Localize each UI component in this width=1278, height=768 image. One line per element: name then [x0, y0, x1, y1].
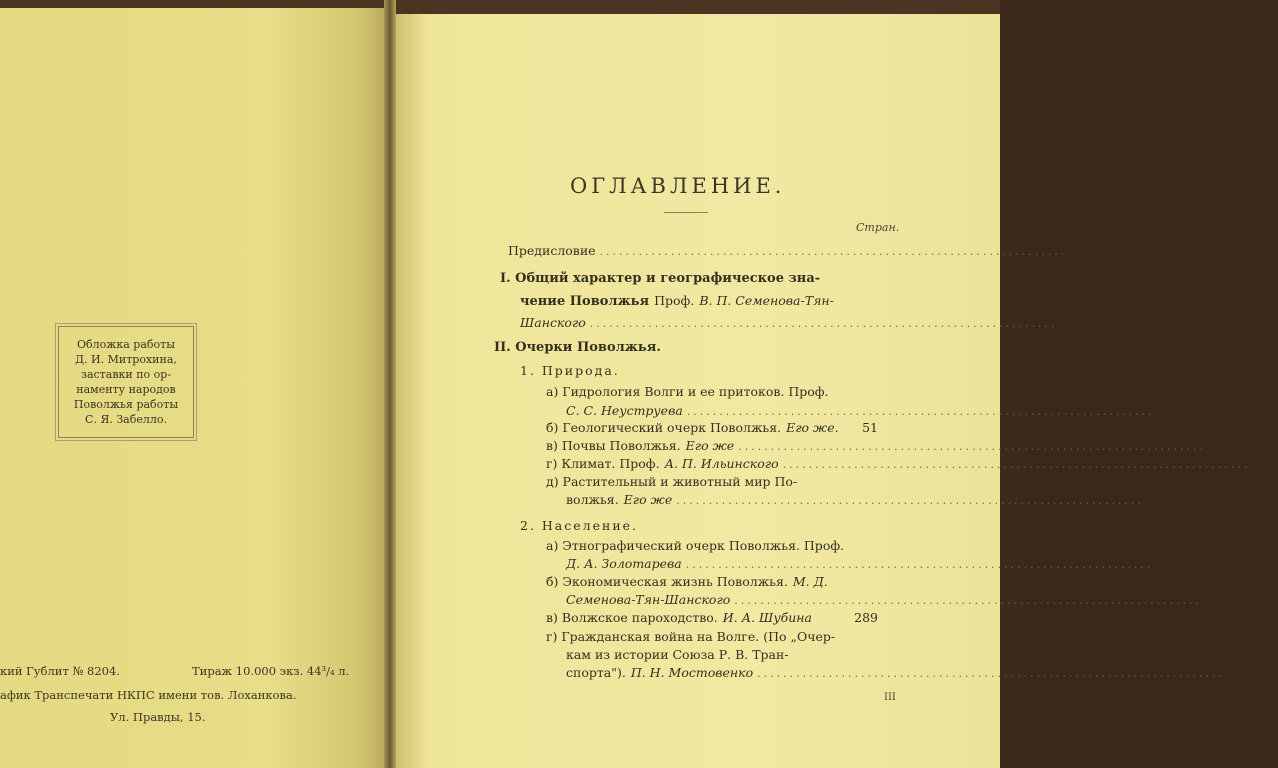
toc-author: Его же.: [786, 420, 839, 435]
toc-entry-label: волжья.: [566, 492, 619, 507]
toc-section-label: 1. Природа.: [520, 363, 620, 378]
toc-entry-label: Предисловие: [508, 243, 596, 258]
cover-credit-line: наменту народов: [76, 383, 176, 396]
title-rule: [664, 212, 708, 213]
toc-entry-label: II. Очерки Поволжья.: [494, 340, 661, 355]
toc-entry-1g: [546, 456, 1278, 471]
cover-credit-line: Обложка работы: [77, 338, 175, 351]
cover-credit-line: заставки по ор-: [80, 368, 172, 381]
toc-author: Д. А. Золотарева: [566, 556, 682, 571]
toc-entry-label: спорта").: [566, 665, 626, 680]
toc-entry-label: б) Экономическая жизнь Поволжья.: [546, 574, 788, 589]
toc-entry-1d-line1: [546, 474, 797, 489]
leader-dots: ........................................................................: [685, 558, 1154, 571]
toc-page-number: 319: [1229, 665, 1253, 680]
toc-entry-label: в) Почвы Поволжья.: [546, 438, 681, 453]
toc-author: В. П. Семенова-Тян-: [699, 293, 834, 308]
toc-page-number: 219: [1206, 592, 1231, 607]
cover-credit-line: Д. И. Митрохина,: [75, 353, 177, 366]
toc-entry-2g-line2: [566, 647, 789, 662]
leader-dots: ........................................................................: [734, 594, 1203, 607]
toc-author: И. А. Шубина: [722, 610, 812, 625]
leader-dots: ........................................................................: [599, 245, 1068, 258]
cover-credit-line: Поволжья работы: [73, 398, 179, 411]
page-column-header: Стран.: [856, 221, 900, 234]
leader-dots: ........................................................................: [782, 458, 1251, 471]
toc-author: С. С. Неуструева: [566, 403, 683, 418]
toc-entry-preface: [508, 243, 1096, 258]
toc-author: П. Н. Мостовенко: [630, 665, 754, 680]
toc-entry-label: чение Поволжья: [520, 294, 650, 309]
toc-page-number: 3: [1079, 319, 1086, 330]
leader-dots: ........................................................................: [676, 494, 1144, 507]
toc-page-number: 127: [1157, 556, 1182, 571]
toc-entry-label: г) Климат. Проф.: [546, 456, 660, 471]
imprint-censor: кий Гублит № 8204.: [0, 664, 120, 678]
toc-entry-label: кам из истории Союза Р. В. Тран-: [566, 647, 789, 662]
toc-entry-label: а) Этнографический очерк Поволжья. Проф.: [546, 538, 845, 553]
toc-entry-label: а) Гидрология Волги и ее притоков. Проф.: [546, 384, 829, 399]
toc-page-number: 51: [862, 420, 878, 435]
imprint-printer: афик Транспечати НКПС имени тов. Лоханкова.: [0, 688, 297, 702]
toc-author: Шанского: [520, 315, 586, 330]
toc-page-number: 80: [1262, 456, 1278, 471]
toc-entry-1a-line2: [566, 403, 1183, 418]
toc-author: Его же: [685, 438, 735, 453]
toc-entry-2b-line2: [566, 592, 1231, 607]
toc-entry-label: Проф.: [654, 293, 695, 308]
imprint-address: Ул. Правды, 15.: [110, 710, 206, 724]
toc-author: М. Д.: [792, 574, 828, 589]
page-folio: III: [884, 692, 896, 703]
toc-entry-2b-line1: [546, 574, 828, 589]
leader-dots: ........................................................................: [738, 440, 1206, 453]
toc-part1-line2: [520, 293, 834, 309]
toc-page-number: IV: [1081, 243, 1096, 258]
toc-page-number: 289: [854, 610, 878, 625]
leader-dots: ........................................................................: [589, 317, 1058, 330]
toc-entry-2v: [546, 610, 878, 625]
toc-part2-title: [494, 340, 661, 355]
imprint-print-run: Тираж 10.000 экз. 44³/₄ л.: [192, 664, 350, 678]
toc-entry-2g-line3: [566, 665, 1253, 680]
toc-entry-1d-line2: [566, 492, 1172, 507]
toc-page-number: 71: [1218, 438, 1234, 453]
toc-page-number: 88: [1156, 492, 1172, 507]
toc-entry-label: в) Волжское пароходство.: [546, 610, 718, 625]
toc-title: ОГЛАВЛЕНИЕ.: [570, 174, 786, 198]
toc-part1-line1: [500, 271, 820, 286]
toc-page-number: 33: [1166, 403, 1183, 418]
toc-entry-label: д) Растительный и животный мир По-: [546, 474, 798, 489]
toc-entry-2a-line1: [546, 538, 844, 553]
toc-part1-line3: [520, 315, 1086, 330]
cover-credit-box: [58, 326, 194, 438]
toc-entry-2g-line1: [546, 629, 835, 644]
toc-entry-1a-line1: [546, 384, 829, 399]
toc-entry-label: г) Гражданская война на Волге. (По „Очер-: [546, 629, 836, 644]
toc-entry-1v: [546, 438, 1234, 453]
toc-author: Семенова-Тян-Шанского: [566, 592, 731, 607]
toc-section-label: 2. Население.: [520, 518, 639, 533]
toc-entry-1b: [546, 420, 878, 435]
background-right: [1000, 0, 1024, 768]
toc-section2-title: [520, 518, 638, 533]
leader-dots: ........................................................................: [686, 405, 1155, 418]
toc-section1-title: [520, 363, 620, 378]
toc-author: Его же: [623, 492, 673, 507]
toc-author: А. П. Ильинского: [664, 456, 779, 471]
leader-dots: ........................................................................: [757, 667, 1225, 680]
cover-credit-line: С. Я. Забелло.: [85, 413, 167, 426]
toc-entry-label: I. Общий характер и географическое зна-: [500, 271, 821, 286]
toc-entry-label: б) Геологический очерк Поволжья.: [546, 420, 782, 435]
toc-entry-2a-line2: [566, 556, 1182, 571]
book-gutter: [384, 0, 396, 768]
